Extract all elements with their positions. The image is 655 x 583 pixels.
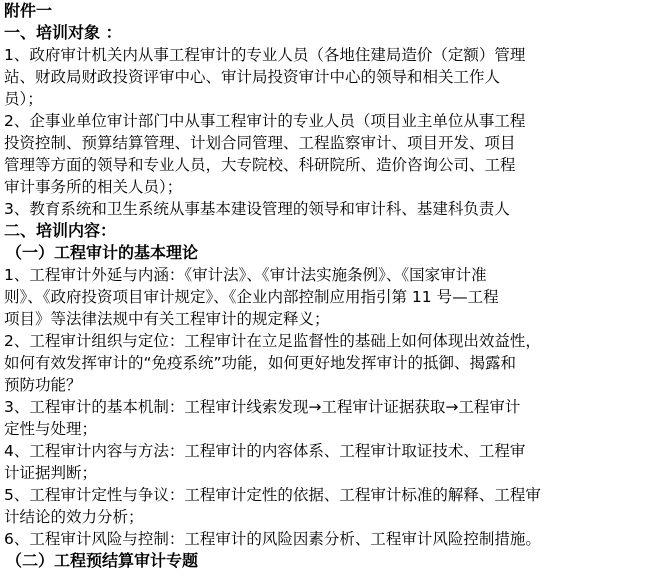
paragraph-line: 审计事务所的相关人员）； [4,178,183,196]
paragraph-line: 4、工程审计内容与方法：工程审计的内容体系、工程审计取证技术、工程审 [4,442,526,460]
paragraph-line: 项目》等法律法规中有关工程审计的规定释义； [4,310,330,328]
paragraph-line: 1、政府审计机关内从事工程审计的专业人员（各地住建局造价（定额）管理 [4,46,526,64]
list-item [4,110,652,198]
paragraph-line: 3、工程审计的基本机制：工程审计线索发现→工程审计证据获取→工程审计 [4,398,521,416]
paragraph-line: 投资控制、预算结算管理、计划合同管理、工程监察审计、项目开发、项目 [4,134,516,152]
paragraph-line: 如何有效发挥审计的“免疫系统”功能，如何更好地发挥审计的抵御、揭露和 [4,354,517,372]
paragraph-line: 站、财政局财政投资评审中心、审计局投资审计中心的领导和相关工作人 [4,68,501,86]
paragraph-line: 计结论的效力分析； [4,508,144,526]
list-item [4,198,652,220]
list-item [4,396,652,440]
paragraph-line: 则》、《政府投资项目审计规定》、《企业内部控制应用指引第 11 号—工程 [4,288,499,306]
paragraph-line: 管理等方面的领导和专业人员，大专院校、科研院所、造价咨询公司、工程 [4,156,516,174]
paragraph-line: 3、教育系统和卫生系统从事基本建设管理的领导和审计科、基建科负责人 [4,200,510,218]
paragraph-line: 计证据判断； [4,464,98,482]
subsection-heading-basic-theory: （一）工程审计的基本理论 [6,243,199,262]
section-heading-training-content: 二、培训内容： [4,221,117,240]
paragraph-line: 2、企事业单位审计部门中从事工程审计的专业人员（项目业主单位从事工程 [4,112,526,130]
list-item [4,44,652,110]
list-item [4,484,652,528]
document-body [4,0,652,572]
paragraph-line: 5、工程审计定性与争议：工程审计定性的依据、工程审计标准的解释、工程审 [4,486,541,504]
paragraph-line: 2、工程审计组织与定位：工程审计在立足监督性的基础上如何体现出效益性， [4,332,541,350]
paragraph-line: 员）； [4,90,43,108]
list-item [4,330,652,396]
subsection-heading-budget-settlement: （二）工程预结算审计专题 [6,551,199,570]
paragraph-line: 定性与处理； [4,420,98,438]
paragraph-line: 6、工程审计风险与控制：工程审计的风险因素分析、工程审计风险控制措施。 [4,530,541,548]
attachment-title: 附件一 [4,1,53,20]
section-heading-training-targets: 一、培训对象 ： [4,23,122,42]
list-item [4,440,652,484]
list-item [4,264,652,330]
paragraph-line: 预防功能？ [4,376,82,394]
paragraph-line: 1、工程审计外延与内涵：《审计法》、《审计法实施条例》、《国家审计准 [4,266,487,284]
list-item [4,528,652,550]
